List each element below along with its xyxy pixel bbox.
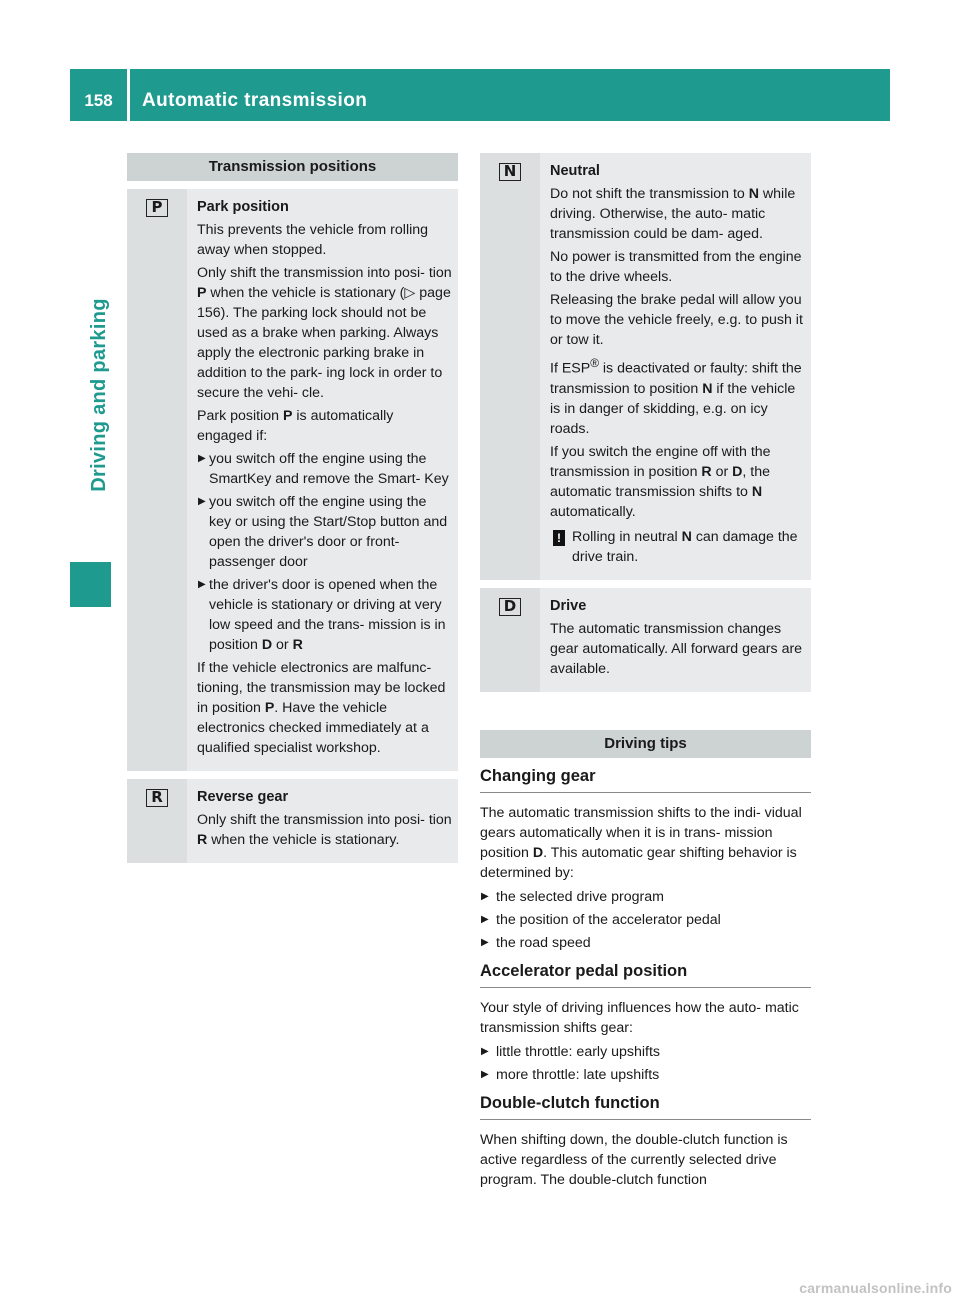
- paragraph: The automatic transmission changes gear automatically. All forward gears are available.: [550, 620, 803, 677]
- table-row-park: [127, 189, 458, 771]
- page-header: [70, 69, 890, 121]
- driving-tips-heading: Driving tips: [480, 730, 811, 758]
- paragraph: No power is transmitted from the engine to the drive wheels.: [550, 249, 802, 285]
- paragraph: Your style of driving influences how the auto- matic transmission shifts gear:: [480, 999, 799, 1036]
- subheading-changing-gear: Changing gear: [480, 766, 811, 793]
- section-side-tab: [84, 230, 114, 560]
- section-side-label: Driving and parking: [88, 298, 110, 492]
- list-item: ▶ the position of the accelerator pedal: [481, 911, 721, 928]
- header-divider: [127, 69, 130, 121]
- bullet-icon: ▶: [198, 453, 206, 464]
- page-reference-icon: ▷: [404, 285, 416, 301]
- row-title: Drive: [550, 597, 587, 614]
- paragraph: Releasing the brake pedal will allow you to move the vehicle freely, e.g. to push it or tow it.: [550, 292, 803, 348]
- warning-icon: !: [553, 530, 565, 546]
- list-item: ▶ the driver's door is opened when the vehicle is stationary or driving at very low speed and the trans- mission is in position D or R: [198, 577, 446, 653]
- bullet-list: [480, 887, 811, 953]
- subheading-double-clutch: Double-clutch function: [480, 1093, 811, 1120]
- right-column: [480, 153, 811, 1194]
- bullet-list: [480, 1042, 811, 1085]
- list-item: ▶ you switch off the engine using the key or using the Start/Stop button and open the driver's door or front- passenger door: [198, 494, 448, 570]
- table-row-drive: [480, 580, 811, 692]
- reverse-gear-icon: R: [146, 789, 168, 807]
- page-title: Automatic transmission: [142, 90, 368, 111]
- watermark: carmanualsonline.info: [799, 1280, 952, 1296]
- bullet-icon: ▶: [198, 496, 206, 507]
- bullet-icon: ▶: [481, 1068, 489, 1080]
- bullet-list: [197, 449, 452, 655]
- drive-position-icon: D: [499, 598, 521, 616]
- paragraph: If you switch the engine off with the transmission in position R or D, the automatic transmission shifts to N automatically.: [550, 443, 771, 520]
- paragraph: Do not shift the transmission to N while driving. Otherwise, the auto- matic transmission could be dam- aged.: [550, 186, 796, 242]
- registered-mark: ®: [590, 356, 599, 370]
- list-item: ▶ the selected drive program: [481, 888, 664, 905]
- row-title: Park position: [197, 199, 289, 215]
- list-item: ▶ the road speed: [481, 934, 591, 951]
- paragraph: Only shift the transmission into posi- tion P when the vehicle is stationary (▷ page 156). The parking lock should not be used as a brake when parking. Always apply the electronic parking brake in addition to the park- ing lock in order to secure the vehi- cle.: [197, 265, 452, 401]
- bullet-icon: ▶: [481, 1045, 489, 1057]
- paragraph: Only shift the transmission into posi- tion R when the vehicle is stationary.: [197, 812, 452, 848]
- paragraph: The automatic transmission shifts to the indi- vidual gears automatically when it is in trans- mission position D. This automatic gear shifting behavior is determined by:: [480, 804, 802, 881]
- page-number: 158: [84, 91, 113, 110]
- paragraph: When shifting down, the double-clutch function is active regardless of the currently selected drive program. The double-clutch function: [480, 1131, 788, 1188]
- paragraph: If the vehicle electronics are malfunc- tioning, the transmission may be locked in position P. Have the vehicle electronics checked immediately at a qualified specialist workshop.: [197, 660, 446, 756]
- bullet-icon: ▶: [481, 936, 489, 948]
- paragraph: This prevents the vehicle from rolling away when stopped.: [197, 222, 429, 258]
- list-item: ▶ you switch off the engine using the SmartKey and remove the Smart- Key: [198, 451, 449, 487]
- bullet-icon: ▶: [198, 579, 206, 590]
- paragraph: Park position P is automatically engaged if:: [197, 408, 394, 444]
- bullet-icon: ▶: [481, 913, 489, 925]
- bullet-icon: ▶: [481, 890, 489, 902]
- warning-note: ! Rolling in neutral N can damage the drive train.: [550, 527, 805, 567]
- subheading-accelerator-pedal: Accelerator pedal position: [480, 961, 811, 988]
- neutral-position-icon: N: [499, 163, 521, 181]
- table-row-reverse: [127, 771, 458, 863]
- table-heading: Transmission positions: [127, 153, 458, 181]
- row-title: Neutral: [550, 163, 600, 179]
- transmission-table-left: [127, 153, 458, 863]
- paragraph: If ESP® is deactivated or faulty: shift the transmission to position N if the vehicle is in danger of skidding, e.g. on icy roads.: [550, 356, 802, 437]
- list-item: ▶ more throttle: late upshifts: [481, 1066, 660, 1083]
- section-side-marker: [70, 562, 111, 607]
- park-position-icon: P: [146, 199, 168, 217]
- driving-tips-body: [480, 766, 811, 1190]
- table-row-neutral: [480, 153, 811, 580]
- list-item: ▶ little throttle: early upshifts: [481, 1043, 661, 1060]
- row-title: Reverse gear: [197, 789, 289, 805]
